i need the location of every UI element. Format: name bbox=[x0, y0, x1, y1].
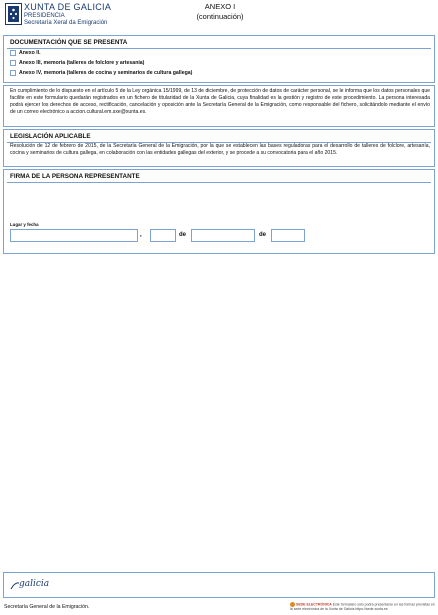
annex-heading bbox=[160, 2, 280, 22]
doc-item-anexo-iii bbox=[10, 60, 144, 66]
documentation-title-rule bbox=[7, 48, 431, 49]
sede-text: Este formulario sólo podrá presentarse en las formas previstas en la sede electrónica de la Xunta de Galicia https://sede.xunta.es bbox=[290, 602, 435, 611]
documentation-section bbox=[3, 35, 435, 83]
anexo-iv-label: Anexo IV, memoria (talleres de cocina y seminarios de cultura gallega) bbox=[19, 70, 193, 76]
month-field[interactable] bbox=[191, 229, 255, 242]
doc-item-anexo-iv bbox=[10, 70, 192, 76]
day-field[interactable] bbox=[150, 229, 176, 242]
anexo-iii-label: Anexo III, memoria (talleres de folclore y artesanía) bbox=[19, 60, 145, 66]
legislation-title: LEGISLACIÓN APLICABLE bbox=[10, 133, 91, 140]
org-department: PRESIDENCIA bbox=[24, 13, 65, 19]
place-date-label: Lugar y fecha bbox=[10, 222, 39, 227]
year-field[interactable] bbox=[271, 229, 305, 242]
date-de-2: de bbox=[259, 232, 267, 238]
anexo-ii-checkbox[interactable] bbox=[10, 50, 16, 56]
anexo-iii-checkbox[interactable] bbox=[10, 60, 16, 66]
footer-department: Secretaría General de la Emigración. bbox=[4, 604, 90, 610]
privacy-section bbox=[3, 85, 435, 127]
doc-item-anexo-ii bbox=[10, 50, 41, 56]
place-comma: , bbox=[140, 232, 142, 238]
signature-section bbox=[3, 169, 435, 254]
legislation-section bbox=[3, 129, 435, 167]
privacy-text: En cumplimiento de lo dispuesto en el artículo 5 de la Ley orgánica 15/1999, de 13 de diciembre, de protección de datos de carácter personal, se le informa que los datos personales que facilite en este formulario quedarán registrados en un fichero de titularidad de la Xunta de Galicia, cuya finalidad es la gestión y registro de este procedimiento. La persona interesada podrá ejercer los derechos de acceso, rectificación, cancelación y oposición ante la Secretaría General de la Emigración, como responsable del fichero, solicitándolo mediante el envío de un correo electrónico a accion.cultural.em.sxe@xunta.es. bbox=[10, 88, 430, 115]
documentation-title: DOCUMENTACIÓN QUE SE PRESENTA bbox=[10, 39, 128, 46]
galicia-logo-text: galicia bbox=[19, 579, 50, 589]
signature-title-rule bbox=[7, 182, 431, 183]
anexo-iv-checkbox[interactable] bbox=[10, 70, 16, 76]
place-field[interactable] bbox=[10, 229, 138, 242]
xunta-coat-of-arms-icon bbox=[5, 3, 22, 25]
legislation-text: Resolución de 12 de febrero de 2015, de la Secretaría General de la Emigración, por la que se establecen las bases reguladoras para el desarrollo de talleres de folclore, artesanía, cocina y seminarios de cultura gallega, en colaboración con las entidades gallegas del exterior, y se procede a su convocatoria para el año 2015. bbox=[10, 143, 430, 156]
annex-subtitle: (continuación) bbox=[196, 12, 244, 21]
org-subdepartment: Secretaría Xeral da Emigración bbox=[24, 20, 108, 26]
date-de-1: de bbox=[179, 232, 187, 238]
footer-sede-notice bbox=[290, 602, 436, 611]
annex-title: ANEXO I bbox=[204, 2, 236, 11]
anexo-ii-label: Anexo II. bbox=[19, 50, 41, 56]
signature-title: FIRMA DE LA PERSONA REPRESENTANTE bbox=[10, 173, 140, 180]
bottom-box bbox=[3, 572, 435, 598]
org-name: XUNTA DE GALICIA bbox=[24, 2, 112, 12]
sede-brand: SEDE ELECTRÓNICA bbox=[295, 602, 332, 607]
